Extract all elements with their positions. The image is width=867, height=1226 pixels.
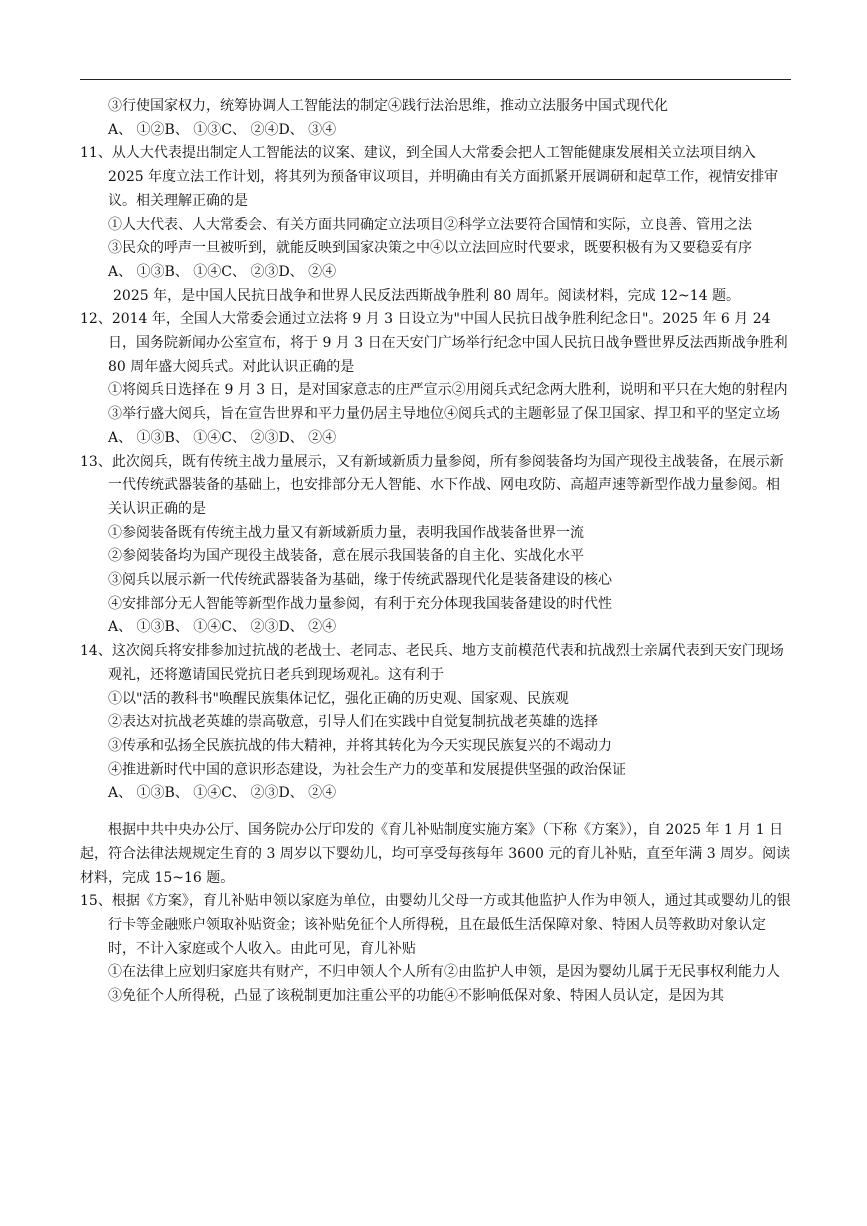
q12-answer-options: A、 ①③B、 ①④C、 ②③D、 ②④	[108, 429, 337, 446]
q14-choice: ③传承和弘扬全民族抗战的伟大精神，并将其转化为今天实现民族复兴的不竭动力	[108, 737, 612, 754]
q11-answer-options: A、 ①③B、 ①④C、 ②③D、 ②④	[108, 263, 337, 280]
q13-choice: ①参阅装备既有传统主战力量又有新域新质力量，表明我国作战装备世界一流	[108, 524, 584, 541]
header-rule	[80, 79, 791, 80]
question-12	[80, 308, 791, 450]
q15-choice-pair-1: ①在法律上应划归家庭共有财产，不归申领人个人所有②由监护人申领，是因为婴幼儿属于无民事权利能力人	[108, 964, 780, 981]
spacer	[80, 806, 791, 819]
question-14	[80, 640, 791, 806]
q15-stem: 15、根据《方案》，育儿补贴申领以家庭为单位，由婴幼儿父母一方或其他监护人作为申领人，通过其或婴幼儿的银行卡等金融账户领取补贴资金；该补贴免征个人所得税，且在最低生活保障对象、特困人员等救助对象认定时，不计入家庭或个人收入。由此可见，育儿补贴	[80, 893, 791, 957]
q11-choice-pair-2: ③民众的呼声一旦被听到，就能反映到国家决策之中④以立法回应时代要求，既要积极有为又要稳妥有序	[108, 240, 752, 257]
q10-choice-pair: ③行使国家权力，统筹协调人工智能法的制定④践行法治思维，推动立法服务中国式现代化	[108, 98, 668, 114]
q14-choice: ②表达对抗战老英雄的崇高敬意，引导人们在实践中自觉复制抗战老英雄的选择	[108, 714, 598, 731]
material-intro-12-14: 2025 年，是中国人民抗日战争和世界人民反法西斯战争胜利 80 周年。阅读材料，完成 12~14 题。	[113, 287, 741, 304]
q13-choice: ④安排部分无人智能等新型作战力量参阅，有利于充分体现我国装备建设的时代性	[108, 595, 612, 612]
q12-choice-pair-1: ①将阅兵日选择在 9 月 3 日，是对国家意志的庄严宣示②用阅兵式纪念两大胜利，说明和平只在大炮的射程内	[108, 382, 788, 399]
q13-choice: ③阅兵以展示新一代传统武器装备为基础，缘于传统武器现代化是装备建设的核心	[108, 572, 612, 589]
q11-stem: 11、从人大代表提出制定人工智能法的议案、建议，到全国人大常委会把人工智能健康发展相关立法项目纳入 2025 年度立法工作计划，将其列为预备审议项目，并明确由有关方面抓紧开展调研和起草工作，视情安排审议。相关理解正确的是	[80, 145, 779, 209]
q10-answer-options: A、 ①②B、 ①③C、 ②④D、 ③④	[108, 121, 337, 138]
q14-stem: 14、这次阅兵将安排参加过抗战的老战士、老同志、老民兵、地方支前模范代表和抗战烈士亲属代表到天安门现场观礼，还将邀请国民党抗日老兵到现场观礼。这有利于	[80, 643, 784, 683]
q12-choice-pair-2: ③举行盛大阅兵，旨在宣告世界和平力量仍居主导地位④阅兵式的主题彰显了保卫国家、捍卫和平的坚定立场	[108, 406, 780, 423]
question-13	[80, 451, 791, 641]
q13-stem: 13、此次阅兵，既有传统主战力量展示，又有新域新质力量参阅，所有参阅装备均为国产现役主战装备，在展示新一代传统武器装备的基础上，也安排部分无人智能、水下作战、网电攻防、高超声速等新型作战力量参阅。相关认识正确的是	[80, 453, 784, 517]
q13-answer-options: A、 ①③B、 ①④C、 ②③D、 ②④	[108, 619, 337, 636]
question-11	[80, 142, 791, 284]
q15-choice-pair-2: ③免征个人所得税，凸显了该税制更加注重公平的功能④不影响低保对象、特困人员认定，是因为其	[108, 988, 724, 1005]
q14-answer-options: A、 ①③B、 ①④C、 ②③D、 ②④	[108, 785, 337, 802]
q11-choice-pair-1: ①人大代表、人大常委会、有关方面共同确定立法项目②科学立法要符合国情和实际，立良善、管用之法	[108, 216, 752, 233]
q14-choice: ④推进新时代中国的意识形态建设，为社会生产力的变革和发展提供坚强的政治保证	[108, 761, 626, 778]
page-content	[80, 95, 791, 1009]
q13-choice: ②参阅装备均为国产现役主战装备，意在展示我国装备的自主化、实战化水平	[108, 548, 584, 565]
question-15	[80, 890, 791, 1009]
q14-choice: ①以"活的教科书"唤醒民族集体记忆，强化正确的历史观、国家观、民族观	[108, 690, 569, 707]
material-intro-15-16: 根据中共中央办公厅、国务院办公厅印发的《育儿补贴制度实施方案》（下称《方案》），自 2025 年 1 月 1 日起，符合法律法规规定生育的 3 周岁以下婴幼儿，均可享受每孩每年 3600 元的育儿补贴，直至年满 3 周岁。阅读材料，完成 15~16 题。	[80, 822, 791, 886]
q12-stem: 12、2014 年，全国人大常委会通过立法将 9 月 3 日设立为"中国人民抗日战争胜利纪念日"。2025 年 6 月 24 日，国务院新闻办公室宣布，将于 9 月 3 日在天安门广场举行纪念中国人民抗日战争暨世界反法西斯战争胜利 80 周年盛大阅兵式。对此认识正确的是	[80, 311, 788, 375]
